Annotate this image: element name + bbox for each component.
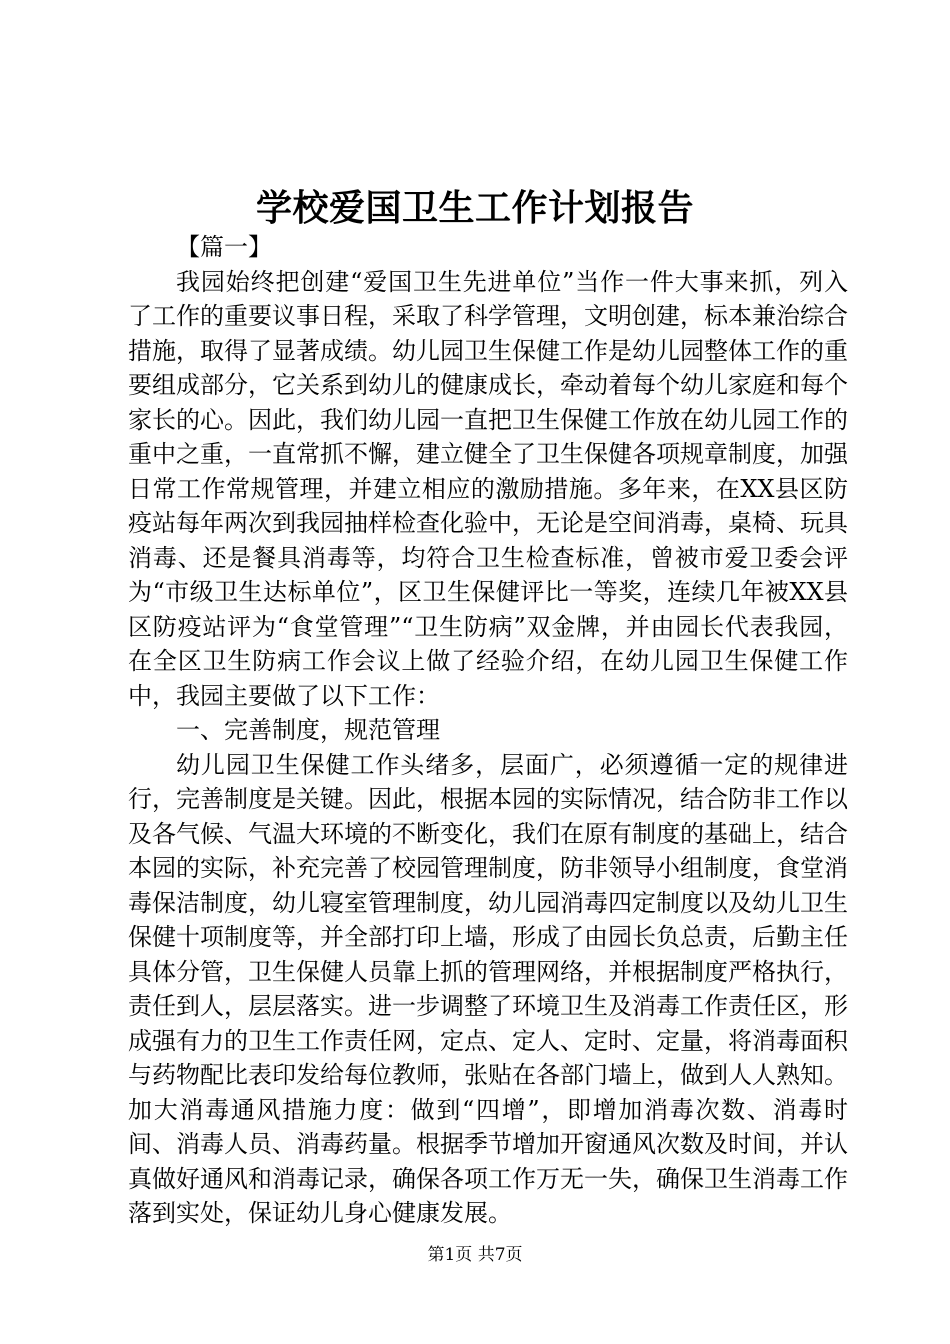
paragraph-system: 幼儿园卫生保健工作头绪多，层面广，必须遵循一定的规律进行，完善制度是关键。因此，根据本园的实际情况，结合防非工作以及各气候、气温大环境的不断变化，我们在原有制度的基础上，结合本园的实际，补充完善了校园管理制度，防非领导小组制度，食堂消毒保洁制度，幼儿寝室管理制度，幼儿园消毒四定制度以及幼儿卫生保健十项制度等，并全部打印上墙，形成了由园长负总责，后勤主任具体分管，卫生保健人员靠上抓的管理网络，并根据制度严格执行，责任到人，层层落实。进一步调整了环境卫生及消毒工作责任区，形成强有力的卫生工作责任网，定点、定人、定时、定量，将消毒面积与药物配比表印发给每位教师，张贴在各部门墙上，做到人人熟知。加大消毒通风措施力度：做到“四增”，即增加消毒次数、消毒时间、消毒人员、消毒药量。根据季节增加开窗通风次数及时间，并认真做好通风和消毒记录，确保各项工作万无一失，确保卫生消毒工作落到实处，保证幼儿身心健康发展。 [128,750,848,1227]
section-label: 【篇一】 [176,233,272,261]
paragraph-intro: 我园始终把创建“爱国卫生先进单位”当作一件大事来抓，列入了工作的重要议事日程，采取了科学管理，文明创建，标本兼治综合措施，取得了显著成绩。幼儿园卫生保健工作是幼儿园整体工作的重要组成部分，它关系到幼儿的健康成长，牵动着每个幼儿家庭和每个家长的心。因此，我们幼儿园一直把卫生保健工作放在幼儿园工作的重中之重，一直常抓不懈，建立健全了卫生保健各项规章制度，加强日常工作常规管理，并建立相应的激励措施。多年来，在XX县区防疫站每年两次到我园抽样检查化验中，无论是空间消毒，桌椅、玩具消毒、还是餐具消毒等，均符合卫生检查标准，曾被市爱卫委会评为“市级卫生达标单位”，区卫生保健评比一等奖，连续几年被XX县区防疫站评为“食堂管理”“卫生防病”双金牌，并由园长代表我园，在全区卫生防病工作会议上做了经验介绍，在幼儿园卫生保健工作中，我园主要做了以下工作： [128,267,848,710]
page-footer: 第1页 共7页 [427,1245,523,1265]
document-body [128,230,848,1231]
section-heading: 一、完善制度，规范管理 [176,716,440,744]
document-title: 学校爱国卫生工作计划报告 [255,187,694,229]
